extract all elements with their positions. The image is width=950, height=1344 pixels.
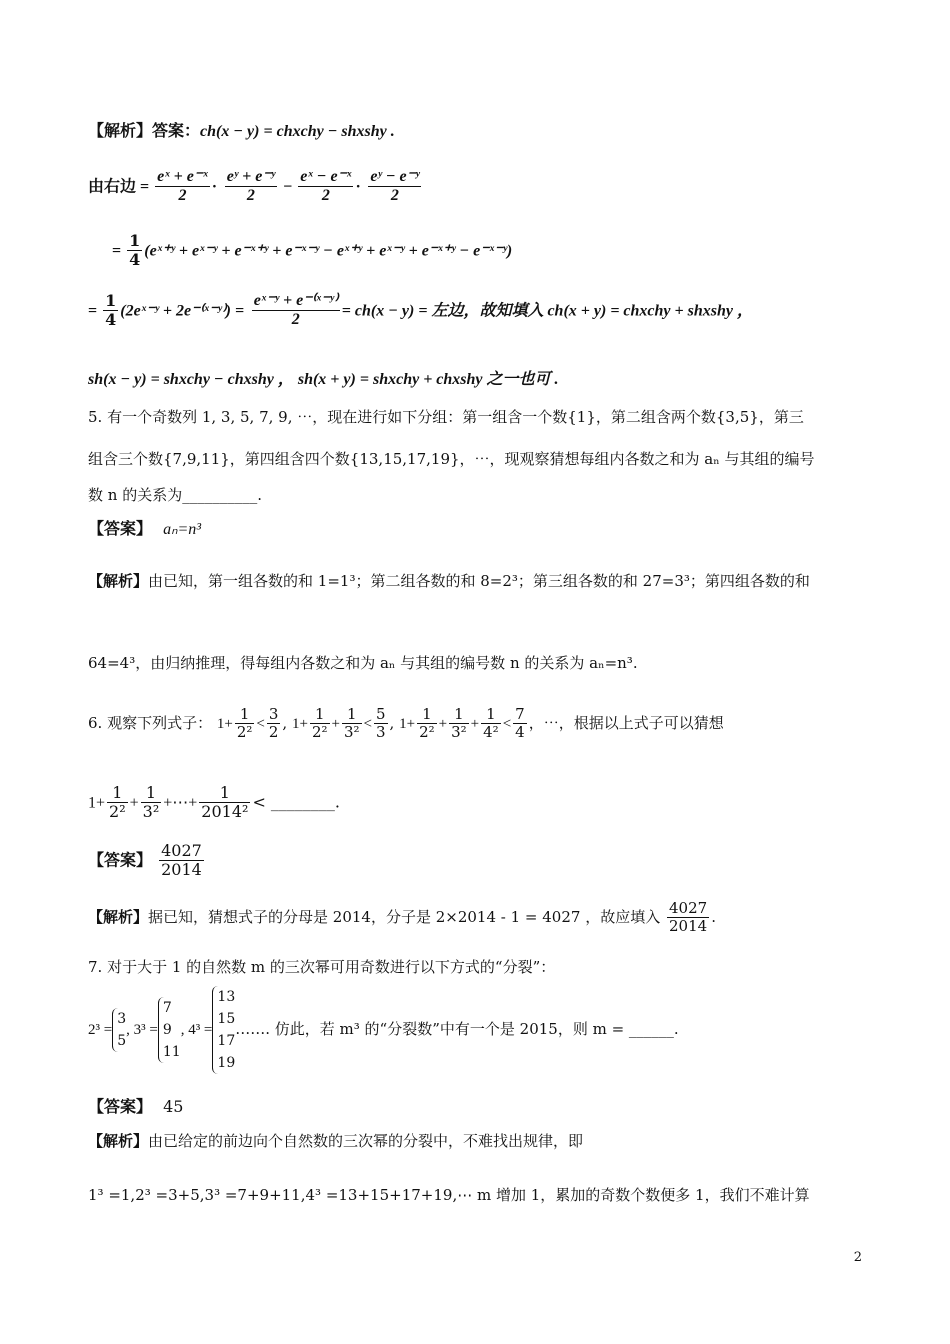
answer-tag: 【答案】 (88, 850, 153, 870)
combined-formula: (2eˣ⁻ʸ + 2e⁻⁽ˣ⁻ʸ⁾) = (120, 302, 245, 320)
q6-suffix: ，⋯，根据以上式子可以猜想 (528, 713, 724, 732)
derivation-line-3: = $\frac{1}{4}$ (2eˣ⁻ʸ + 2e⁻⁽ˣ⁻ʸ⁾) = $\frac{\text{eˣ⁻ʸ + e⁻⁽ˣ⁻ʸ⁾}}{2}$ = ch(x − y) = 左边，故知填入 ch(x + y) = chxchy + shxshy ， (88, 291, 754, 330)
q6-jiexi-text: 据已知，猜想式子的分母是 2014，分子是 2×2014 - 1 = 4027 ，故应填入 (148, 907, 661, 926)
q6-prefix: 6. 观察下列式子： (88, 713, 213, 732)
q7-answer (88, 1094, 864, 1117)
q6-answer (88, 842, 864, 880)
q6-jiexi: 【解析】据已知，猜想式子的分母是 2014，分子是 2×2014 - 1 = 4027 ，故应填入 $\frac{4027}{2014}$ . (88, 899, 716, 936)
cases-2: 3 5 (112, 1008, 126, 1052)
q7-answer-value: 45 (163, 1097, 184, 1116)
q5-jiexi-text-1: 由已知，第一组各数的和 1=1³；第二组各数的和 8=2³；第三组各数的和 27=3³；第四组各数的和 (148, 572, 810, 590)
jiexi-tag: 【解析】 (88, 1132, 149, 1150)
q5-line-1: 5. 有一个奇数列 1, 3, 5, 7, 9, ⋯，现在进行如下分组：第一组含一个数{1}，第二组含两个数{3,5}，第三 (88, 408, 804, 426)
q5-line-2: 组含三个数{7,9,11}，第四组含四个数{13,15,17,19}，⋯，现观察猜想每组内各数之和为 aₙ 与其组的编号 (88, 450, 815, 468)
fraction-d: $\frac{\text{eʸ − e⁻ʸ}}{2}$ (370, 168, 420, 205)
frac-1-4sq: $\frac{1}{\text{4²}}$ (483, 705, 499, 742)
frac-1-2014sq: $\frac{1}{\text{2014²}}$ (201, 783, 249, 822)
frac-1-2sq-c: $\frac{1}{\text{2²}}$ (419, 705, 435, 742)
frac-7-4: $\frac{7}{4}$ (515, 705, 525, 742)
frac-1-3sq-b: $\frac{1}{\text{3²}}$ (451, 705, 467, 742)
q7-jiexi-text-1: 由已给定的前边向个自然数的三次幂的分裂中，不难找出规律，即 (148, 1132, 584, 1150)
derivation-line-4: sh(x − y) = shxchy − chxshy ， sh(x + y) = shxchy + chxshy 之一也可 . (88, 371, 559, 388)
q7-jiexi-2: 1³ =1,2³ =3+5,3³ =7+9+11,4³ =13+15+17+19,⋯ m 增加 1，累加的奇数个数便多 1，我们不难计算 (88, 1186, 810, 1204)
frac-1-3sq-c: $\frac{1}{\text{3²}}$ (142, 783, 160, 822)
q6-blank: < ________. (252, 792, 341, 812)
fraction-quarter: $\frac{1}{4}$ (129, 231, 141, 270)
frac-5-3: $\frac{5}{3}$ (376, 705, 386, 742)
frac-1-3sq: $\frac{1}{\text{3²}}$ (343, 705, 360, 742)
conclusion-formula: = ch(x − y) = 左边，故知填入 ch(x + y) = chxchy + shxshy ， (341, 302, 754, 320)
derivation-line-2: = $\frac{1}{4}$ (eˣ⁺ʸ + eˣ⁻ʸ + e⁻ˣ⁺ʸ + e⁻ˣ⁻ʸ − eˣ⁺ʸ + eˣ⁻ʸ + e⁻ˣ⁺ʸ − e⁻ˣ⁻ʸ) (112, 231, 513, 270)
frac-1-2sq-d: $\frac{1}{\text{2²}}$ (109, 783, 126, 822)
derivation-line-1: 由右边 = $\frac{\text{eˣ + e⁻ˣ}}{2}$ · $\frac{\text{eʸ + e⁻ʸ}}{2}$ − $\frac{\text{eˣ − e⁻ˣ}}{2}$ · $\frac{\text{eʸ − e⁻ʸ}}{2}$ (88, 168, 420, 205)
answer-formula: ch(x − y) = chxchy − shxshy . (200, 123, 395, 140)
q6-line-1: 6. 观察下列式子： 1+ $\frac{1}{\text{2²}}$ < $\frac{3}{2}$ , 1+ $\frac{1}{\text{2²}}$ + $\frac{1}{\text{3²}}$ < $\frac{5}{3}$ , 1+ $\frac{1}{\text{2²}}$ + $\frac{1}{\text{3²}}$ + $\frac{1}{\text{4²}}$ < $\frac{7}{4}$ ，⋯，根据以上式子可以猜想 (88, 705, 724, 742)
jiexi-tag: 【解析】 (88, 121, 153, 140)
page-number: 2 (853, 1250, 862, 1265)
derivation-prefix: 由右边 (88, 176, 137, 196)
q5-answer (88, 516, 864, 539)
frac-3-2: $\frac{3}{2}$ (268, 705, 279, 742)
answer-label: 答案： (152, 121, 201, 140)
q6-answer-fraction: $\frac{4027}{2014}$ (161, 841, 202, 880)
answer-tag: 【答案】 (88, 519, 153, 538)
q5-answer-value: aₙ=n³ (163, 521, 202, 538)
cases-3: 7 9 11 (158, 997, 181, 1063)
q5-jiexi-2: 64=4³，由归纳推理，得每组内各数之和为 aₙ 与其组的编号数 n 的关系为 aₙ=n³. (88, 654, 638, 672)
q5-line-3: 数 n 的关系为__________. (88, 486, 262, 504)
frac-1-2sq: $\frac{1}{\text{2²}}$ (236, 705, 253, 742)
q7-line-2: 2³ = 3 5 , 3³ = 7 9 11 , 4³ = 13 15 17 19 ……. 仿此，若 m³ 的“分裂数”中有一个是 2015，则 m = ______. (88, 986, 864, 1074)
frac-1-2sq-b: $\frac{1}{\text{2²}}$ (311, 705, 328, 742)
fraction-quarter-2: $\frac{1}{4}$ (105, 291, 117, 330)
fraction-b: $\frac{\text{eʸ + e⁻ʸ}}{2}$ (226, 168, 276, 205)
q6-line-2: 1+ $\frac{1}{\text{2²}}$ + $\frac{1}{\text{3²}}$ +⋯+ $\frac{1}{\text{2014²}}$ < ________. (88, 783, 341, 822)
jiexi-tag: 【解析】 (88, 572, 149, 590)
jiexi-tag: 【解析】 (88, 907, 149, 926)
fraction-a: $\frac{\text{eˣ + e⁻ˣ}}{2}$ (157, 168, 208, 205)
expansion-formula: (eˣ⁺ʸ + eˣ⁻ʸ + e⁻ˣ⁺ʸ + e⁻ˣ⁻ʸ − eˣ⁺ʸ + eˣ⁻ʸ + e⁻ˣ⁺ʸ − e⁻ˣ⁻ʸ) (144, 242, 513, 260)
q7-line-2-suffix: ……. 仿此，若 m³ 的“分裂数”中有一个是 2015，则 m = ______. (235, 1020, 679, 1038)
intro-answer-line (88, 118, 864, 141)
q7-jiexi-1 (88, 1130, 864, 1151)
fraction-c: $\frac{\text{eˣ − e⁻ˣ}}{2}$ (300, 168, 352, 205)
q7-line-1: 7. 对于大于 1 的自然数 m 的三次幂可用奇数进行以下方式的“分裂”： (88, 958, 556, 976)
q6-jiexi-fraction: $\frac{4027}{2014}$ (669, 899, 708, 936)
cases-4: 13 15 17 19 (212, 986, 235, 1074)
answer-tag: 【答案】 (88, 1097, 153, 1116)
q5-jiexi-1 (88, 570, 864, 591)
fraction-e: $\frac{\text{eˣ⁻ʸ + e⁻⁽ˣ⁻ʸ⁾}}{2}$ (253, 292, 338, 329)
